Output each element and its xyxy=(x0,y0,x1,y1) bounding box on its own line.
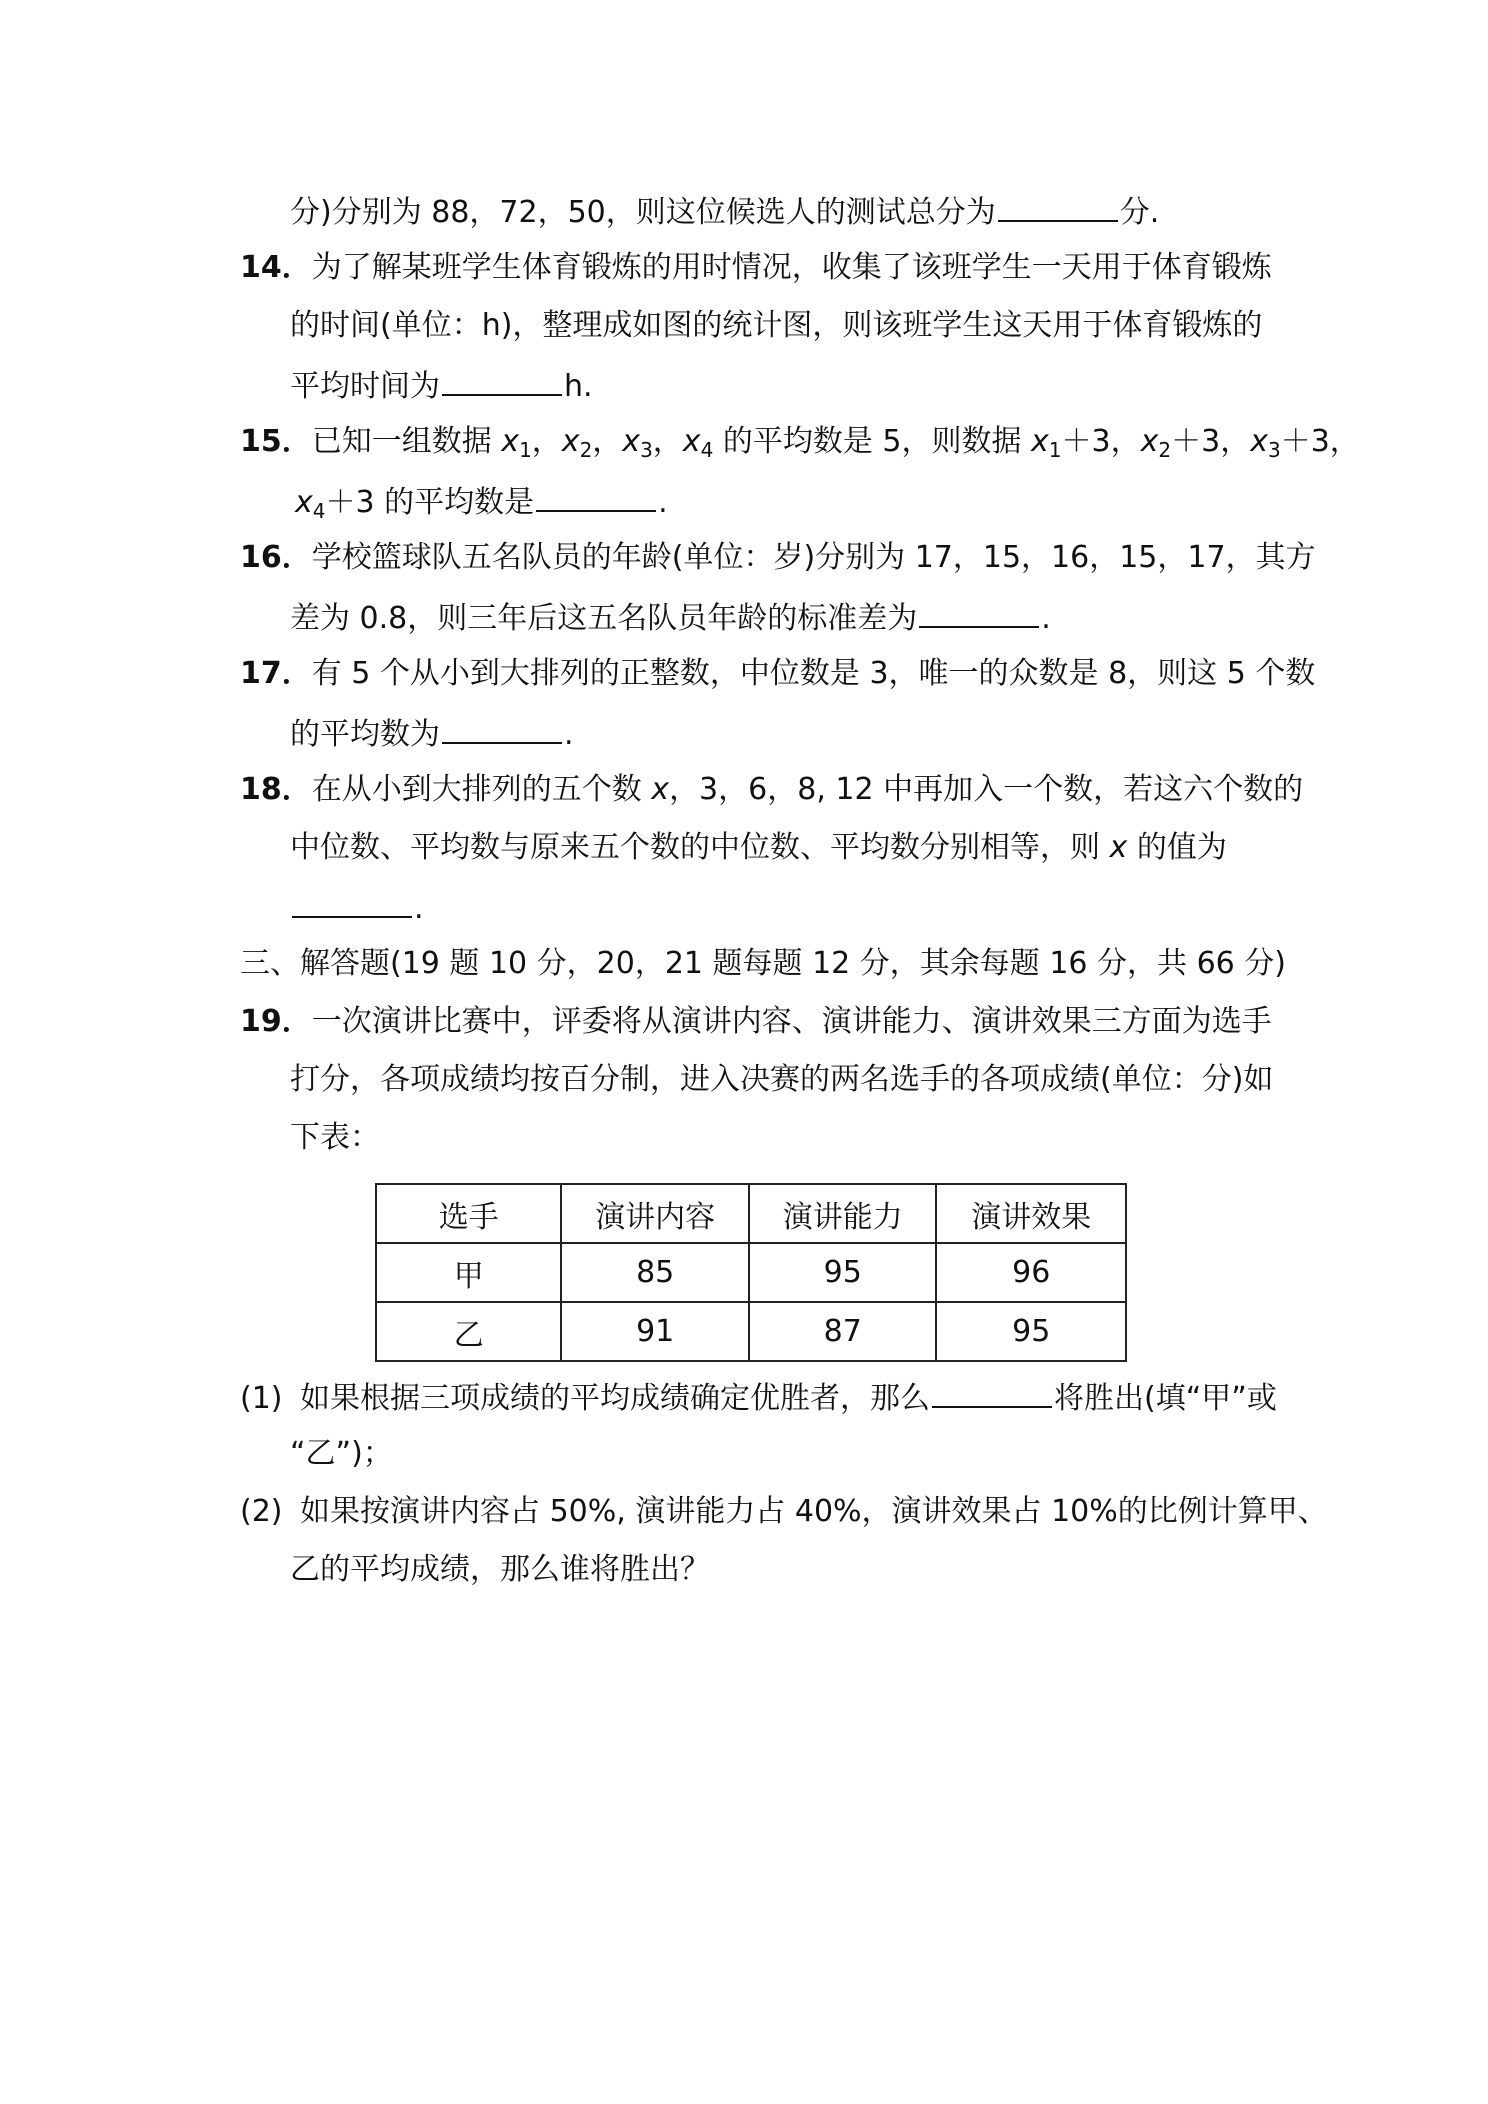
var-x: x xyxy=(1250,424,1268,459)
table-header-cell: 演讲效果 xyxy=(936,1184,1126,1243)
table-cell: 95 xyxy=(749,1243,937,1302)
q15-text: 的平均数是 xyxy=(384,485,535,520)
plus-three: ＋3 xyxy=(1061,424,1111,459)
table-header-cell: 演讲能力 xyxy=(749,1184,937,1243)
section-heading-text: 三、解答题(19 题 10 分，20，21 题每题 12 分，其余每题 16 分，共 66 分) xyxy=(240,946,1286,981)
subscript: 1 xyxy=(1048,438,1062,462)
q19-sub2-text: 如果按演讲内容占 50%, 演讲能力占 40%，演讲效果占 10%的比例计算甲、 xyxy=(300,1494,1328,1529)
q19-sub1-text: 如果根据三项成绩的平均成绩确定优胜者，那么 xyxy=(300,1381,931,1416)
answer-blank[interactable] xyxy=(536,480,656,512)
q17-text: 有 5 个从小到大排列的正整数，中位数是 3，唯一的众数是 8，则这 5 个数 xyxy=(311,656,1316,691)
var-x: x xyxy=(682,424,701,459)
q14-text: 的时间(单位：h)，整理成如图的统计图，则该班学生这天用于体育锻炼的 xyxy=(290,308,1263,343)
subscript: 2 xyxy=(1158,438,1172,462)
table-cell: 乙 xyxy=(376,1302,561,1361)
question-number: 18 xyxy=(240,772,282,807)
q19-sub1-line1 xyxy=(240,1376,1277,1416)
q17-line1: 17．有 5 个从小到大排列的正整数，中位数是 3，唯一的众数是 8，则这 5 个数 xyxy=(240,656,1316,691)
q18-text: 在从小到大排列的五个数 xyxy=(311,772,642,807)
q18-text: 的值为 xyxy=(1136,830,1227,865)
q19-sub2-line1 xyxy=(240,1492,1328,1532)
var-x: x xyxy=(1109,830,1128,865)
q14-text: h. xyxy=(564,369,593,404)
answer-blank[interactable] xyxy=(932,1376,1052,1408)
q18-text: . xyxy=(414,891,424,926)
sub-question-number: (2) xyxy=(240,1494,283,1529)
q16-line1: 16．学校篮球队五名队员的年龄(单位：岁)分别为 17，15，16，15，17，其方 xyxy=(240,540,1316,575)
separator: ， xyxy=(1329,424,1360,459)
subscript: 3 xyxy=(640,438,653,462)
subscript: 3 xyxy=(1267,438,1281,462)
subscript: 4 xyxy=(312,499,326,523)
q18-line1: 18．在从小到大排列的五个数 x，3，6，8, 12 中再加入一个数，若这六个数的 xyxy=(240,772,1304,807)
var-x: x xyxy=(561,424,580,459)
subscript: 2 xyxy=(579,438,593,462)
separator: ， xyxy=(1220,424,1251,459)
q16-text: 学校篮球队五名队员的年龄(单位：岁)分别为 17，15，16，15，17，其方 xyxy=(311,540,1316,575)
plus-three: ＋3 xyxy=(1171,424,1221,459)
q15-line2 xyxy=(295,480,668,523)
score-table xyxy=(375,1183,1127,1362)
table-cell: 85 xyxy=(561,1243,749,1302)
var-x: x xyxy=(1140,424,1159,459)
q19-line1: 19．一次演讲比赛中，评委将从演讲内容、演讲能力、演讲效果三方面为选手 xyxy=(240,1004,1272,1039)
table-cell: 甲 xyxy=(376,1243,561,1302)
table-header-row xyxy=(376,1184,1126,1243)
q15-text: 的平均数是 5，则数据 xyxy=(722,424,1022,459)
q19-text: 一次演讲比赛中，评委将从演讲内容、演讲能力、演讲效果三方面为选手 xyxy=(311,1004,1272,1039)
var-x: x xyxy=(295,485,313,520)
q13-tail xyxy=(290,190,1159,230)
plus-three: ＋3 xyxy=(1280,424,1330,459)
question-number: 15 xyxy=(240,424,282,459)
q19-sub1-line2 xyxy=(290,1434,393,1474)
q19-text: 打分，各项成绩均按百分制，进入决赛的两名选手的各项成绩(单位：分)如 xyxy=(290,1062,1274,1097)
var-x: x xyxy=(1031,424,1049,459)
table-cell: 95 xyxy=(936,1302,1126,1361)
q16-text: . xyxy=(1041,601,1051,636)
q19-sub1-text: “乙”)； xyxy=(290,1436,393,1471)
sub-question-number: (1) xyxy=(240,1381,283,1416)
q16-line2 xyxy=(290,596,1051,636)
q17-text: 的平均数为 xyxy=(290,717,440,752)
table-cell: 96 xyxy=(936,1243,1126,1302)
q13-text-end: 分. xyxy=(1119,195,1160,230)
table-header-cell: 选手 xyxy=(376,1184,561,1243)
separator: ， xyxy=(1110,424,1141,459)
section-heading xyxy=(240,944,1286,984)
q17-line2 xyxy=(290,712,574,752)
table-row xyxy=(376,1302,1126,1361)
q15-line1: 15．已知一组数据 $x_1$，$x_2$，$x_3$，$x_4$ 的平均数是 5，则数据 $x_1+3$，$x_2+3$，$x_3+3$， xyxy=(240,424,1360,462)
question-number: 17 xyxy=(240,656,282,691)
q13-text: 分)分别为 88，72，50，则这位候选人的测试总分为 xyxy=(290,195,996,230)
table-cell: 91 xyxy=(561,1302,749,1361)
subscript: 4 xyxy=(700,438,714,462)
q18-text: ，3，6，8, 12 中再加入一个数，若这六个数的 xyxy=(669,772,1304,807)
table-header-cell: 演讲内容 xyxy=(561,1184,749,1243)
q19-text: 下表： xyxy=(290,1120,380,1155)
q14-text: 为了解某班学生体育锻炼的用时情况，收集了该班学生一天用于体育锻炼 xyxy=(311,250,1272,285)
answer-blank[interactable] xyxy=(292,886,412,918)
q18-text: 中位数、平均数与原来五个数的中位数、平均数分别相等，则 xyxy=(290,830,1100,865)
q18-line2 xyxy=(290,828,1227,868)
separator: ， xyxy=(652,424,683,459)
q19-sub2-line2 xyxy=(290,1550,710,1590)
q19-line2 xyxy=(290,1060,1273,1100)
q14-line1: 14．为了解某班学生体育锻炼的用时情况，收集了该班学生一天用于体育锻炼 xyxy=(240,250,1272,285)
q16-text: 差为 0.8，则三年后这五名队员年龄的标准差为 xyxy=(290,601,918,636)
subscript: 1 xyxy=(519,438,532,462)
table-cell: 87 xyxy=(749,1302,937,1361)
q19-line3 xyxy=(290,1118,380,1158)
var-x: x xyxy=(622,424,641,459)
q14-line3 xyxy=(290,364,593,404)
q18-line3 xyxy=(290,886,424,926)
q19-sub1-text: 将胜出(填“甲”或 xyxy=(1054,1381,1277,1416)
q14-line2 xyxy=(290,306,1262,346)
answer-blank[interactable] xyxy=(998,190,1118,222)
q14-text: 平均时间为 xyxy=(290,369,440,404)
answer-blank[interactable] xyxy=(442,364,562,396)
answer-blank[interactable] xyxy=(919,596,1039,628)
q15-text: 已知一组数据 xyxy=(311,424,492,459)
separator: ， xyxy=(592,424,623,459)
var-x: x xyxy=(501,424,520,459)
q15-text: . xyxy=(658,485,668,520)
question-number: 19 xyxy=(240,1004,282,1039)
table-row xyxy=(376,1243,1126,1302)
plus-three: ＋3 xyxy=(325,485,375,520)
q17-text: . xyxy=(564,717,574,752)
question-number: 14 xyxy=(240,250,282,285)
q19-sub2-text: 乙的平均成绩，那么谁将胜出？ xyxy=(290,1552,710,1587)
question-number: 16 xyxy=(240,540,282,575)
answer-blank[interactable] xyxy=(442,712,562,744)
var-x: x xyxy=(651,772,670,807)
separator: ， xyxy=(531,424,562,459)
